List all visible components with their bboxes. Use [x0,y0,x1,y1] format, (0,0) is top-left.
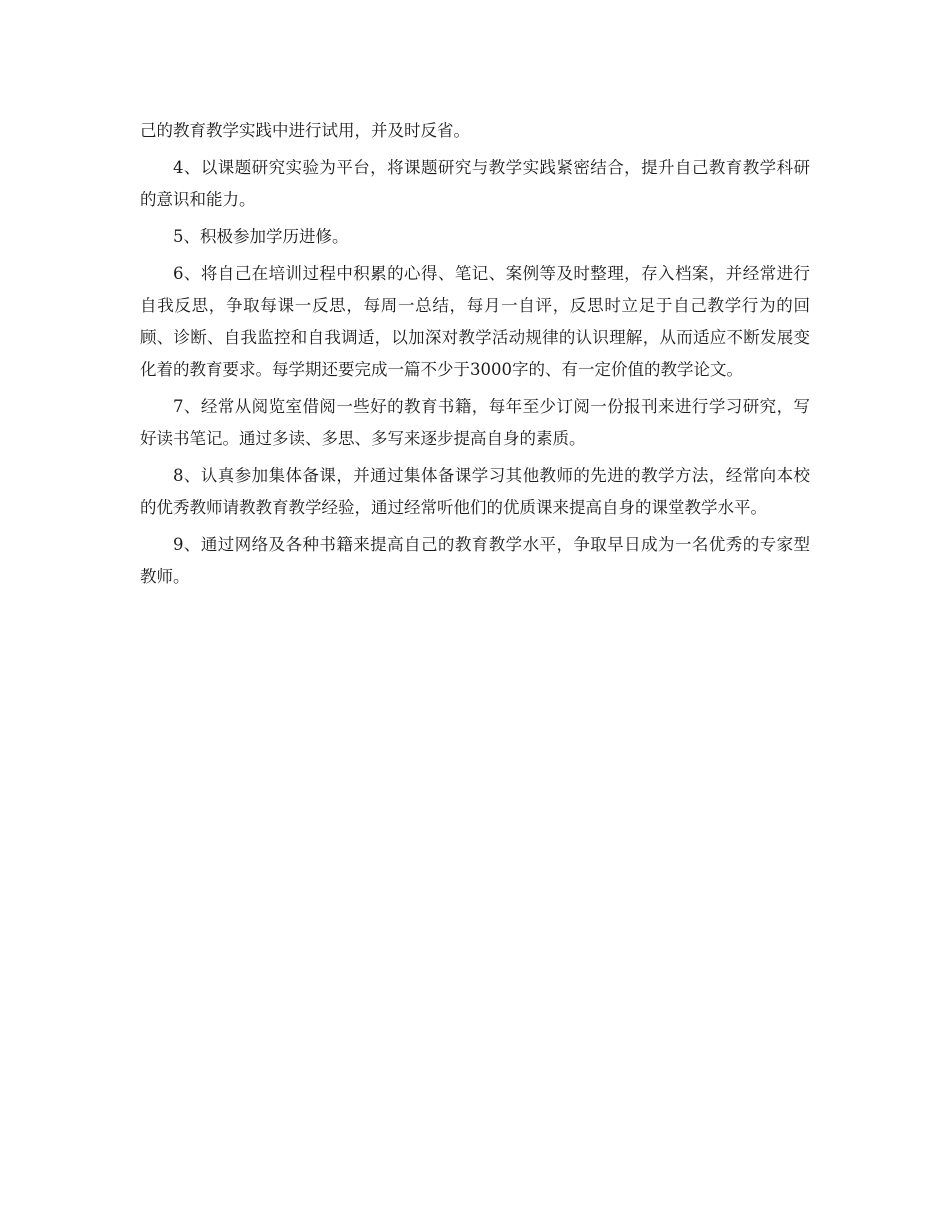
paragraph-item-4: 4、以课题研究实验为平台，将课题研究与教学实践紧密结合，提升自己教育教学科研的意识和能力。 [140,158,810,209]
paragraph-item-6: 6、将自己在培训过程中积累的心得、笔记、案例等及时整理，存入档案，并经常进行自我反思，争取每课一反思，每周一总结，每月一自评，反思时立足于自己教学行为的回顾、诊断、自我监控和自我调适，以加深对教学活动规律的认识理解，从而适应不断发展变化着的教育要求。每学期还要完成一篇不少于3000字的、有一定价值的教学论文。 [140,264,810,379]
paragraph-continuation: 己的教育教学实践中进行试用，并及时反省。 [140,121,470,140]
document-body [140,115,810,598]
paragraph-item-7: 7、经常从阅览室借阅一些好的教育书籍，每年至少订阅一份报刊来进行学习研究，写好读书笔记。通过多读、多思、多写来逐步提高自身的素质。 [140,397,810,448]
paragraph-item-9: 9、通过网络及各种书籍来提高自己的教育教学水平，争取早日成为一名优秀的专家型教师。 [140,535,810,586]
paragraph-item-5: 5、积极参加学历进修。 [173,227,349,246]
paragraph-item-8: 8、认真参加集体备课，并通过集体备课学习其他教师的先进的教学方法，经常向本校的优秀教师请教教育教学经验，通过经常听他们的优质课来提高自身的课堂教学水平。 [140,466,810,517]
